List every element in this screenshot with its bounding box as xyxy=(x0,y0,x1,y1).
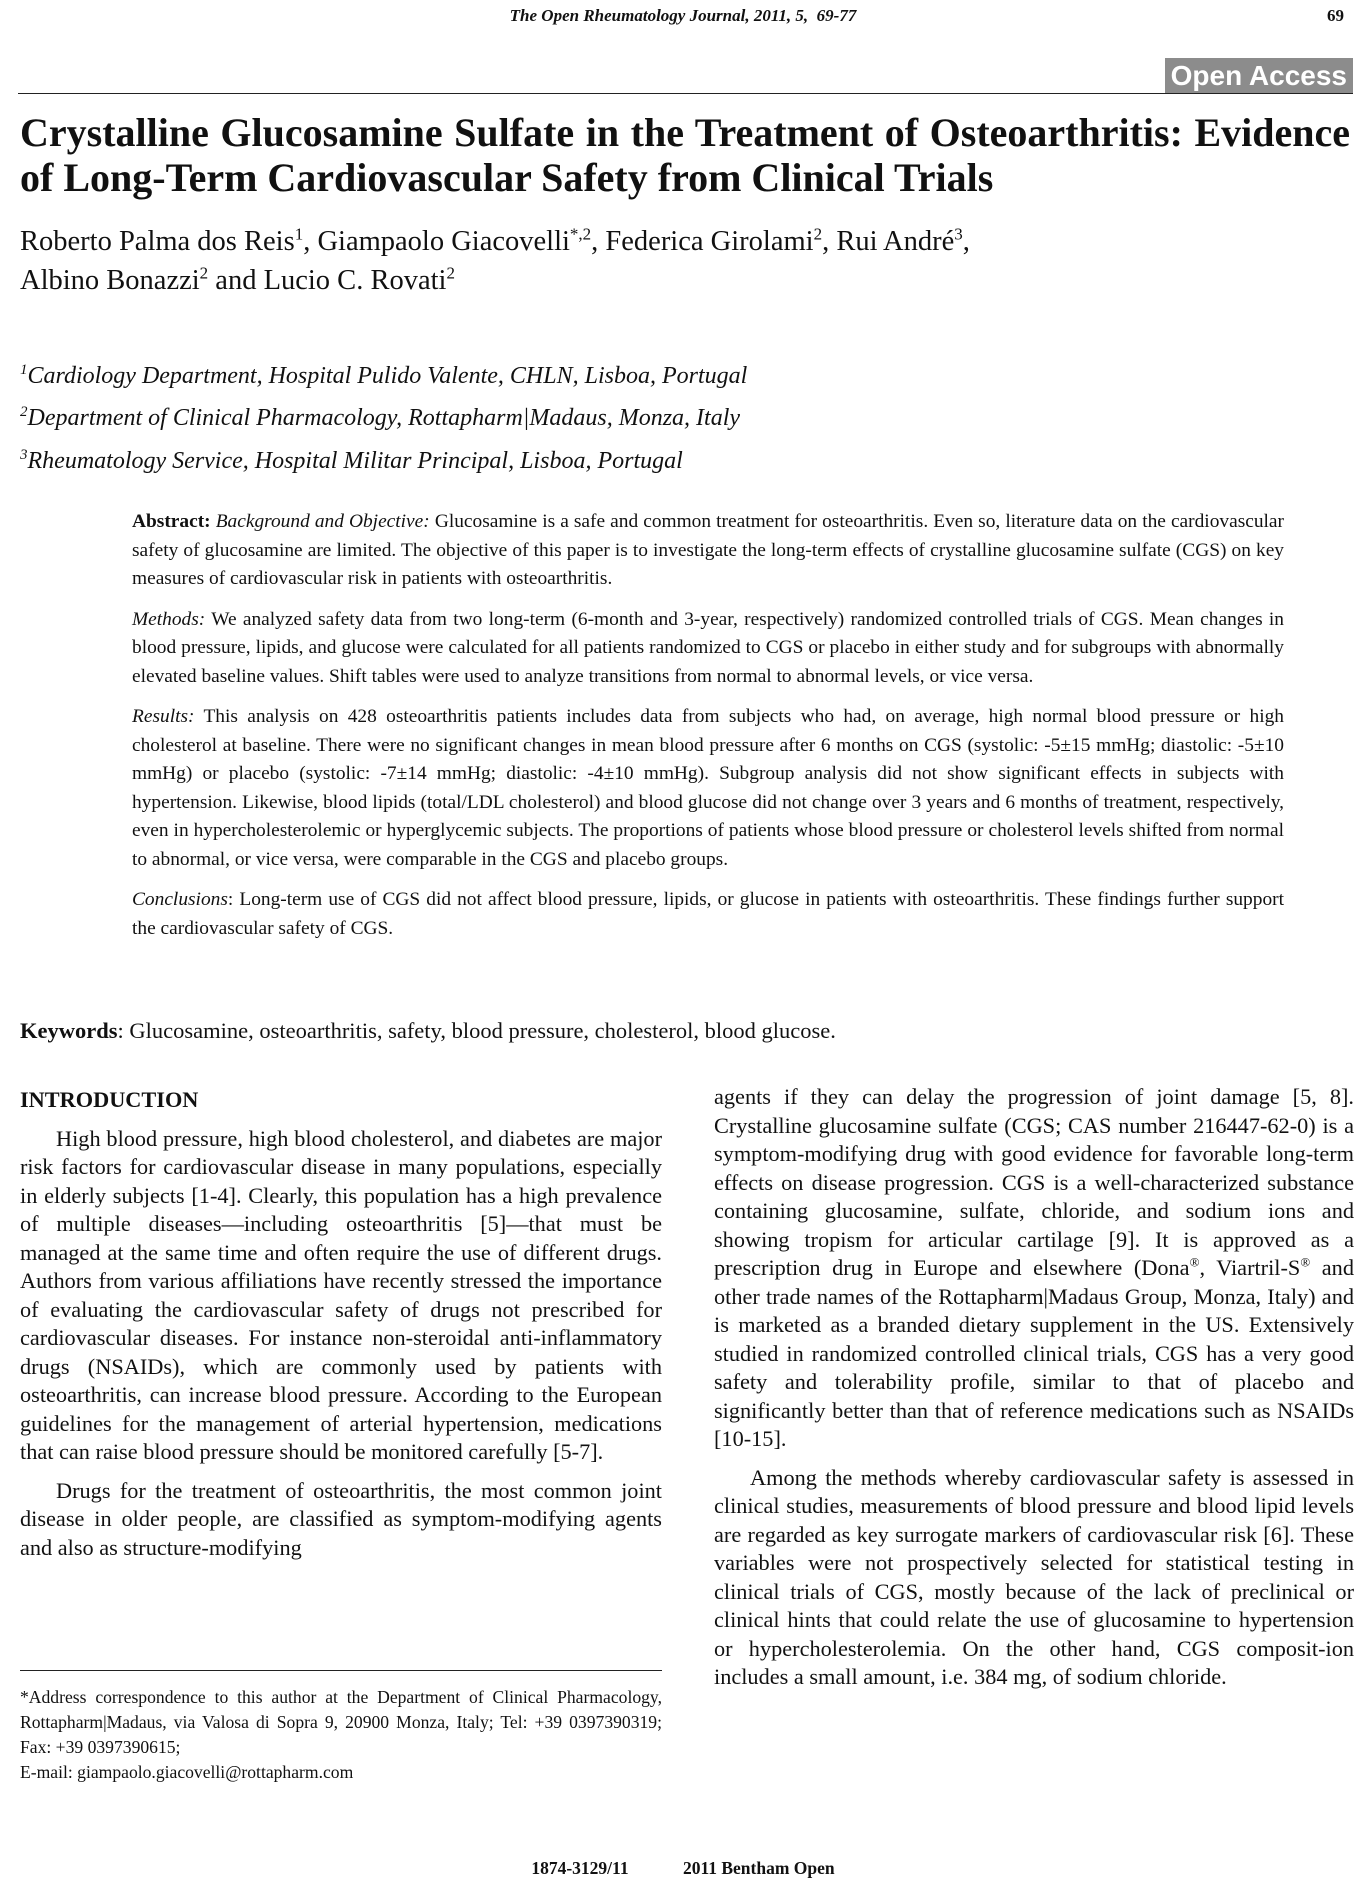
author-name: Giampaolo Giacovelli xyxy=(317,226,570,257)
journal-citation: The Open Rheumatology Journal, 2011, 5, 69-77 xyxy=(509,6,857,25)
article-title: Crystalline Glucosamine Sulfate in the Treatment of Osteoarthritis: Evidence of Long-Term Cardiovascular Safety from Clinical Trials xyxy=(20,110,1350,200)
abstract-conclusions: Conclusions: Long-term use of CGS did not affect blood pressure, lipids, or glucose in patients with osteoarthritis. These findings further support the cardiovascular safety of CGS. xyxy=(132,889,1284,939)
journal-name: The Open Rheumatology Journal xyxy=(509,6,746,25)
affiliation: $^1$Cardiology Department, Hospital Pulido Valente, CHLN, Lisboa, Portugal xyxy=(20,362,748,389)
copyright: 2011 Bentham Open xyxy=(682,1858,835,1878)
header-divider xyxy=(18,93,1353,94)
body-column-right xyxy=(714,1083,1354,1702)
registered-mark: ® xyxy=(1300,1254,1311,1270)
affiliation: $^2$Department of Clinical Pharmacology, Rottapharm|Madaus, Monza, Italy xyxy=(20,404,741,431)
author-affiliation-mark: 1 xyxy=(294,224,304,244)
abstract xyxy=(132,508,1284,955)
abstract-results: Results: This analysis on 428 osteoarthritis patients includes data from subjects who had, on average, high normal blood pressure or high cholesterol at baseline. There were no significant changes in mean blood pressure after 6 months on CGS (systolic: -5±15 mmHg; diastolic: -5±10 mmHg) or placebo (systolic: -7±14 mmHg; diastolic: -4±10 mmHg). Subgroup analysis did not show significant effects in subjects with hypertension. Likewise, blood lipids (total/LDL cholesterol) and blood glucose did not change over 3 years and 6 months of treatment, respectively, even in hypercholesterolemic or hyperglycemic subjects. The proportions of patients whose blood pressure or cholesterol levels shifted from normal to abnormal, or vice versa, were comparable in the CGS and placebo groups. xyxy=(132,706,1284,870)
paragraph: High blood pressure, high blood cholesterol, and diabetes are major risk factors for cardiovascular disease in many populations, especially in elderly subjects [1-4]. Clearly, this population has a high prevalence of multiple diseases—including osteoarthritis [5]—that must be managed at the same time and often require the use of different drugs. Authors from various affiliations have recently stressed the importance of evaluating the cardiovascular safety of drugs not prescribed for cardiovascular diseases. For instance non-steroidal anti-inflammatory drugs (NSAIDs), which are commonly used by patients with osteoarthritis, can increase blood pressure. According to the European guidelines for the management of arterial hypertension, medications that can raise blood pressure should be monitored carefully [5-7]. xyxy=(20,1125,662,1464)
running-head xyxy=(0,6,1366,30)
footnote-divider xyxy=(20,1670,662,1671)
abstract-methods: Methods: We analyzed safety data from two long-term (6-month and 3-year, respectively) randomized controlled trials of CGS. Mean changes in blood pressure, lipids, and glucose were calculated for all patients randomized to CGS or placebo in either study and for subgroups with abnormally elevated baseline values. Shift tables were used to analyze transitions from normal to abnormal levels, or vice versa. xyxy=(132,608,1285,687)
journal-volume: 5 xyxy=(795,6,804,25)
paragraph: agents if they can delay the progression of joint damage [5, 8]. Crystalline glucosamine sulfate (CGS; CAS number 216447-62-0) is a symptom-modifying drug with good evidence for favorable long-term effects on disease progression. CGS is a well-characterized substance containing glucosamine, sulfate, chloride, and sodium ions and showing tropism for articular cartilage [9]. It is approved as a prescription drug in Europe and elsewhere (Dona®, Viartril-S® and other trade names of the Rottapharm|Madaus Group, Monza, Italy) and is marketed as a branded dietary supplement in the US. Extensively studied in randomized controlled clinical trials, CGS has a very good safety and tolerability profile, similar to that of placebo and significantly better than that of reference medications such as NSAIDs [10-15]. xyxy=(714,1084,1354,1451)
author-affiliation-mark: *,2 xyxy=(569,224,592,244)
author-affiliation-mark: 2 xyxy=(199,263,209,283)
body-column-left xyxy=(20,1086,662,1572)
author-name: Rui André xyxy=(836,226,955,257)
open-access-badge: Open Access xyxy=(1165,58,1353,94)
author-name: Lucio C. Rovati xyxy=(263,265,447,296)
journal-year: 2011 xyxy=(753,6,787,25)
registered-mark: ® xyxy=(1189,1254,1200,1270)
author-affiliation-mark: 2 xyxy=(813,224,823,244)
author-name: Roberto Palma dos Reis xyxy=(20,226,295,257)
author-name: Albino Bonazzi xyxy=(20,265,200,296)
journal-pages: 69-77 xyxy=(816,6,857,25)
author-affiliation-mark: 2 xyxy=(446,263,455,283)
abstract-background: Abstract: Background and Objective: Glucosamine is a safe and common treatment for osteoarthritis. Even so, literature data on the cardiovascular safety of glucosamine are limited. The objective of this paper is to investigate the long-term effects of crystalline glucosamine sulfate (CGS) on key measures of cardiovascular risk in patients with osteoarthritis. xyxy=(132,511,1284,589)
author-affiliation-mark: 3 xyxy=(954,224,963,244)
keywords: Keywords: Glucosamine, osteoarthritis, safety, blood pressure, cholesterol, blood glucose. xyxy=(20,1018,836,1043)
author-list: Roberto Palma dos Reis$^1$, Giampaolo Giacovelli$^{*,2}$, Federica Girolami$^2$, Rui André$^3$, Albino Bonazzi$^2$ and Lucio C. Rovati$^2$ xyxy=(20,224,970,296)
author-name: Federica Girolami xyxy=(605,226,814,257)
correspondence-email: E-mail: giampaolo.giacovelli@rottapharm.com xyxy=(20,1762,354,1782)
paragraph: Drugs for the treatment of osteoarthritis, the most common joint disease in older people, are classified as symptom-modifying agents and also as structure-modifying xyxy=(20,1477,662,1560)
issn: 1874-3129/11 xyxy=(531,1858,629,1878)
affiliation: $^3$Rheumatology Service, Hospital Militar Principal, Lisboa, Portugal xyxy=(20,447,683,474)
paragraph: Among the methods whereby cardiovascular safety is assessed in clinical studies, measurements of blood pressure and blood lipid levels are regarded as key surrogate markers of cardiovascular risk [6]. These variables were not prospectively selected for statistical testing in clinical trials of CGS, mostly because of the lack of preclinical or clinical hints that could relate the use of glucosamine to hypertension or hypercholesterolemia. On the other hand, CGS composit-ion includes a small amount, i.e. 384 mg, of sodium chloride. xyxy=(714,1464,1354,1689)
correspondence-footnote: *Address correspondence to this author at the Department of Clinical Pharmacology, Rottapharm|Madaus, via Valosa di Sopra 9, 20900 Monza, Italy; Tel: +39 0397390319; Fax: +39 0397390615; E-mail: giampaolo.giacovelli@rottapharm.com xyxy=(20,1685,662,1785)
section-heading-introduction: INTRODUCTION xyxy=(20,1087,199,1112)
page-number: 69 xyxy=(1327,6,1344,25)
page-footer xyxy=(0,1858,1366,1879)
